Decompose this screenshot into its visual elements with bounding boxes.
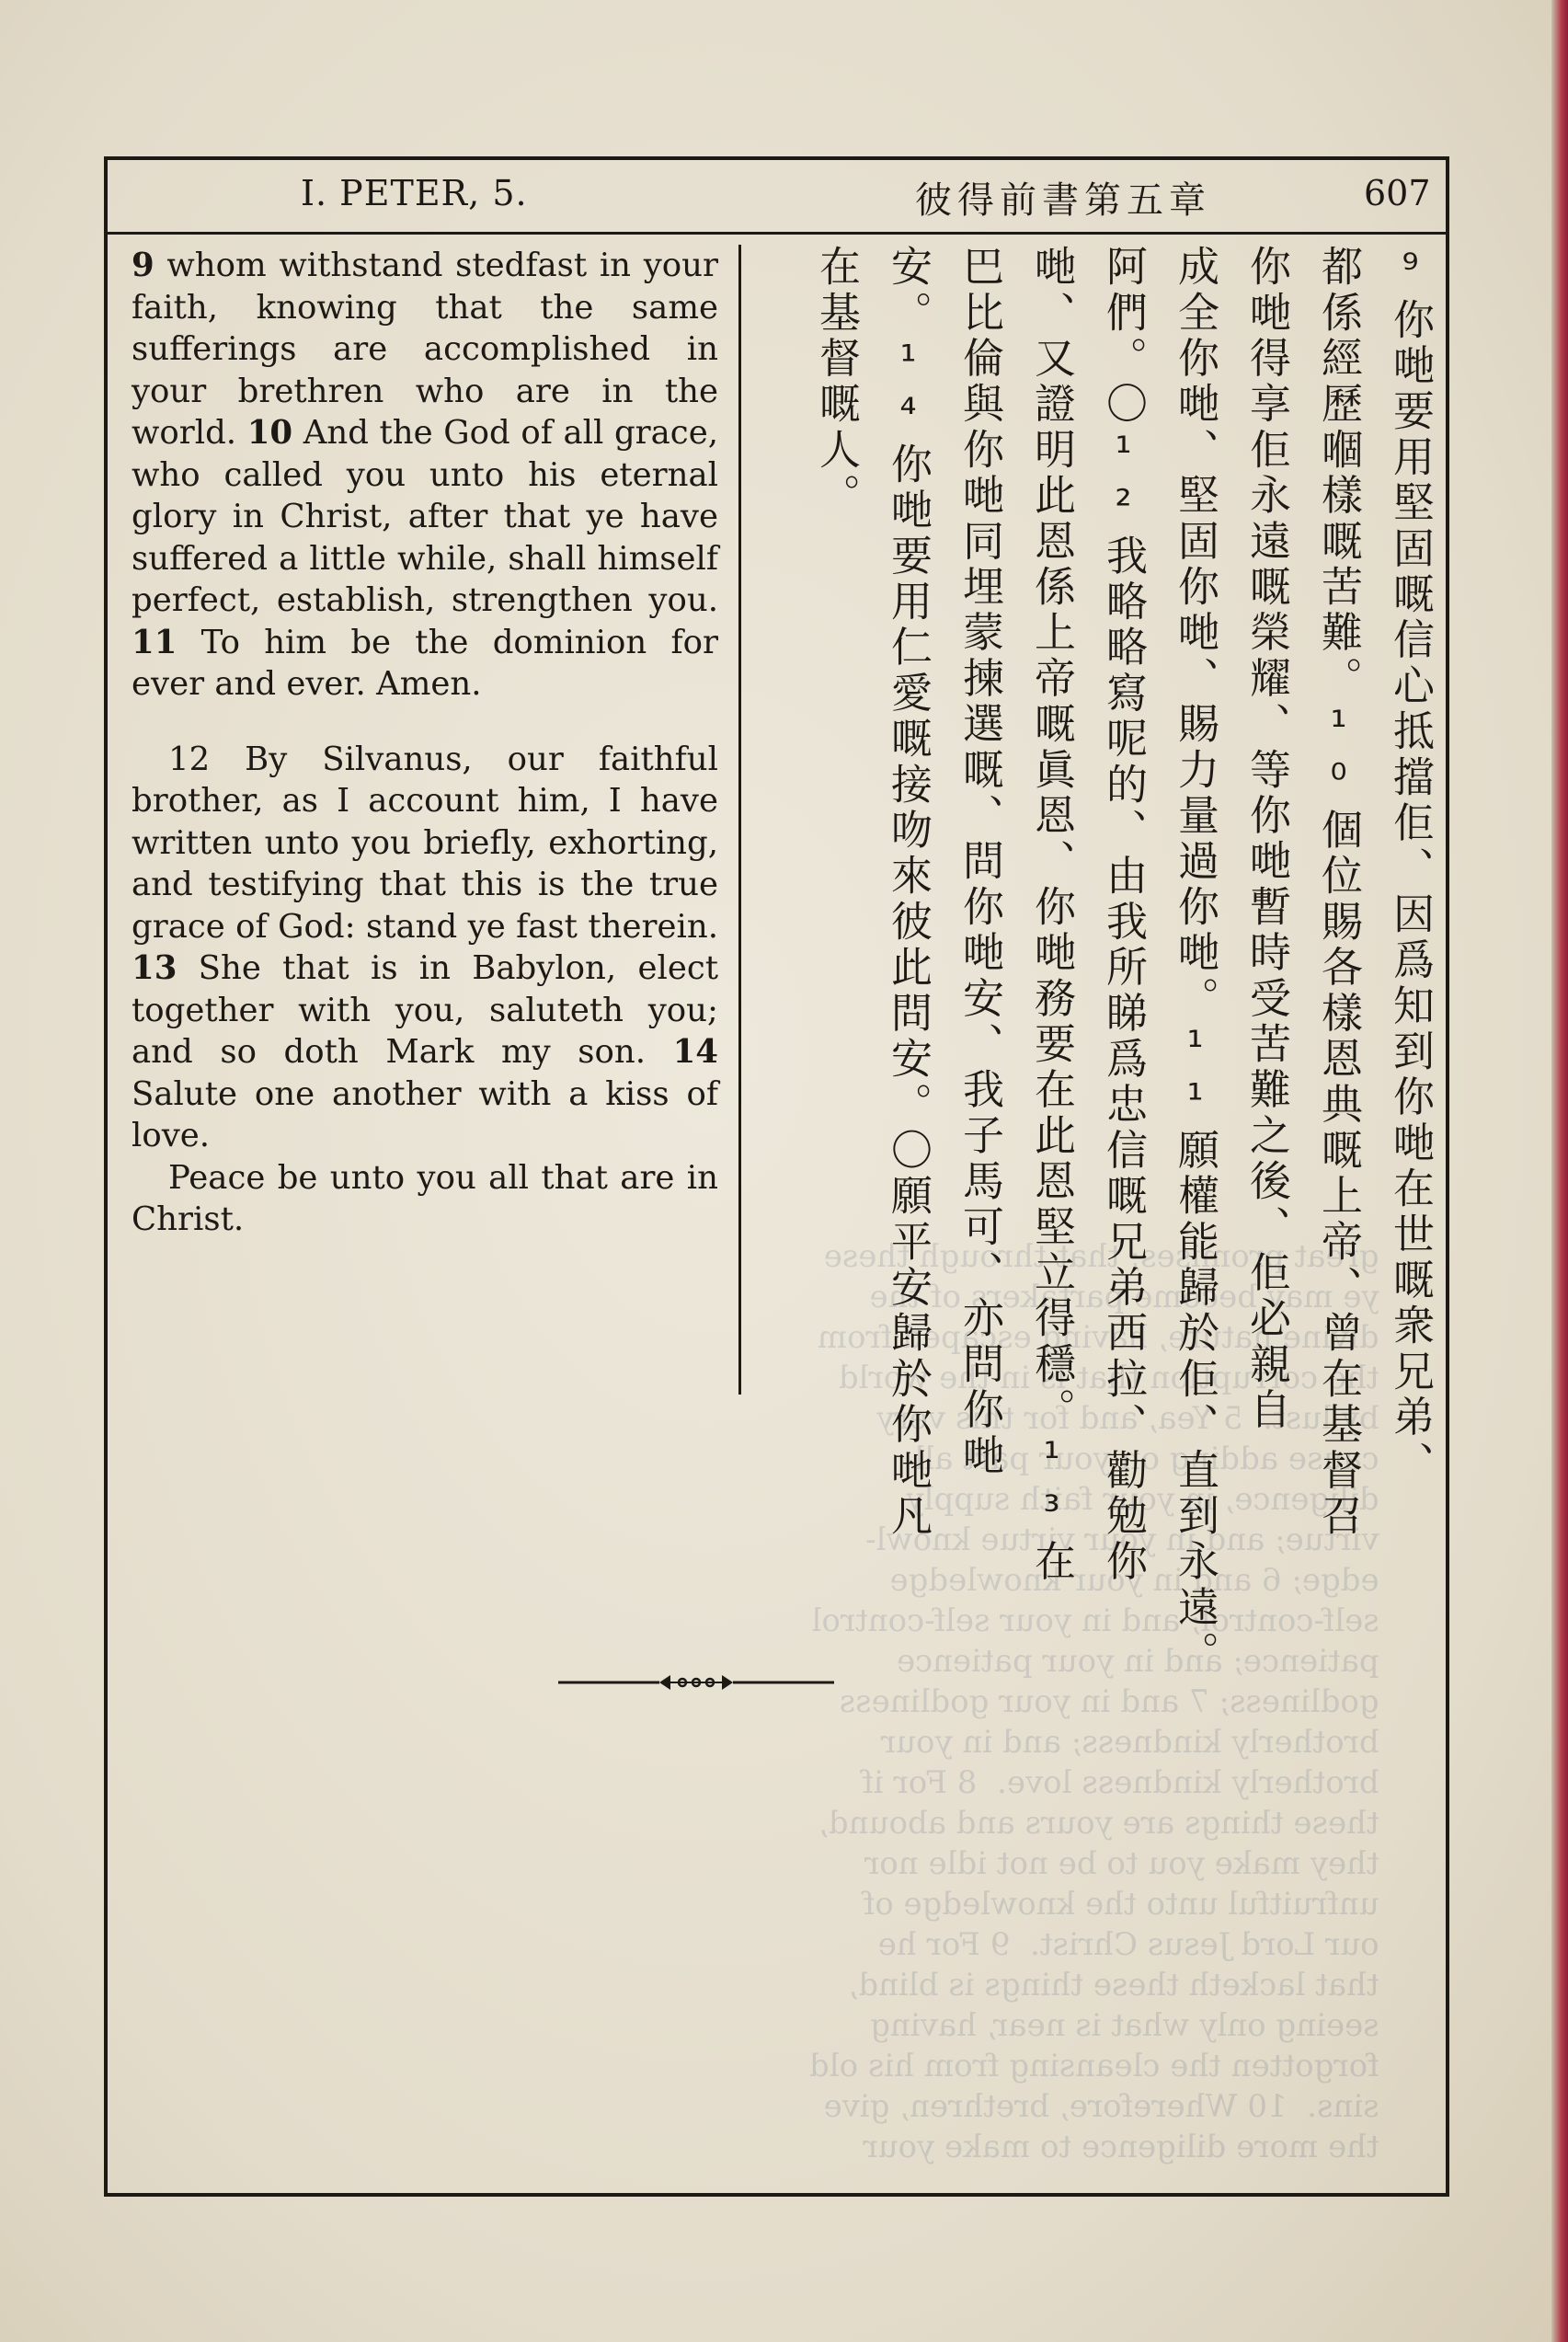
verse-text: whom withstand stedfast in your faith, knowing that the same sufferings are accomplished in your brethren who are in the world.: [132, 247, 718, 452]
chinese-vertical-line: 安。¹⁴你哋要用仁愛嘅接吻來彼此問安。〇願平安歸於你哋凡: [884, 245, 933, 1540]
chinese-text-column: [759, 245, 1439, 1677]
chinese-vertical-line: 成全你哋、堅固你哋、賜力量過你哋。¹¹願權能歸於佢、直到永遠。: [1171, 245, 1219, 1677]
verse-number: 11: [132, 623, 177, 661]
verse-number: 9: [132, 247, 155, 284]
chinese-chapter-heading: 彼得前書第五章: [915, 179, 1211, 222]
chinese-vertical-line: 哋、又證明此恩係上帝嘅眞恩、你哋務要在此恩堅立得穩。¹³在: [1027, 245, 1076, 1586]
english-text-column: [132, 245, 718, 1241]
verse-text: She that is in Babylon, elect together with you, saluteth you; and so doth Mark my son.: [132, 949, 718, 1071]
verse-text: Salute one another with a kiss of love.: [132, 1074, 718, 1154]
bleed-through-decoration: great promises; that through these ye may become partakers of the divine nature, having escaped from the corruption that is in the world by lust. 5 Yea, and for this very cause adding on your part all diligence, in your faith supply virtue; and in your virtue knowl- edge; 6 and in your knowledge self-control; and in your self-control patience; and in your patience godliness; 7 and in your godliness brotherly kindness; and in your brotherly kindness love. 8 For if these things are yours and abound, they make you to be not idle nor unfruitful unto the knowledge of our Lord Jesus Christ. 9 For he that lacketh these things is blind, seeing only what is near, having forgotten the cleansing from his old sins. 10 Wherefore, brethren, give the more diligence to make your: [809, 1238, 1379, 2165]
verse-text: 12 By Silvanus, our faithful brother, as I account him, I have written unto you briefly, exhorting, and testifying that this is the true grace of God: stand ye fast therein.: [132, 740, 718, 946]
verse-number: 10: [246, 414, 293, 452]
chinese-vertical-line: 在基督嘅人。: [812, 245, 861, 520]
english-paragraph: [132, 245, 718, 706]
book-chapter-heading: I. PETER, 5.: [301, 173, 528, 213]
column-divider: [738, 245, 741, 1395]
chinese-vertical-line: 阿們。〇¹²我略略寫呢的、由我所睇爲忠信嘅兄弟西拉、勸勉你: [1099, 245, 1148, 1586]
section-end-ornament: [558, 1669, 834, 1696]
verse-number: 14: [672, 1033, 718, 1071]
page-frame: [104, 156, 1449, 2197]
chinese-vertical-line: ⁹你哋要用堅固嘅信心抵擋佢、因爲知到你哋在世嘅衆兄弟、: [1386, 245, 1435, 1487]
paragraph-gap: [132, 706, 718, 739]
english-paragraph: Peace be unto you all that are in Christ.: [132, 1158, 718, 1238]
chinese-vertical-line: 都係經歷嗰樣嘅苦難。¹⁰個位賜各樣恩典嘅上帝、曾在基督召: [1314, 245, 1363, 1540]
english-paragraph: [132, 739, 718, 1157]
verse-text: To him be the dominion for ever and ever. Amen.: [132, 623, 718, 703]
chinese-vertical-line: 你哋得享佢永遠嘅榮耀、等你哋暫時受苦難之後、佢必親自: [1242, 245, 1291, 1434]
page-number: 607: [1364, 173, 1431, 213]
verse-text: And the God of all grace, who called you unto his eternal glory in Christ, after that ye have suffered a little while, shall himself perfect, establish, strengthen you.: [132, 414, 718, 619]
verse-number: 13: [132, 949, 177, 987]
book-edge: [1551, 0, 1568, 2342]
running-header: [108, 160, 1446, 235]
chinese-vertical-line: 巴比倫與你哋同埋蒙揀選嘅、問你哋安、我子馬可、亦問你哋: [956, 245, 1004, 1479]
